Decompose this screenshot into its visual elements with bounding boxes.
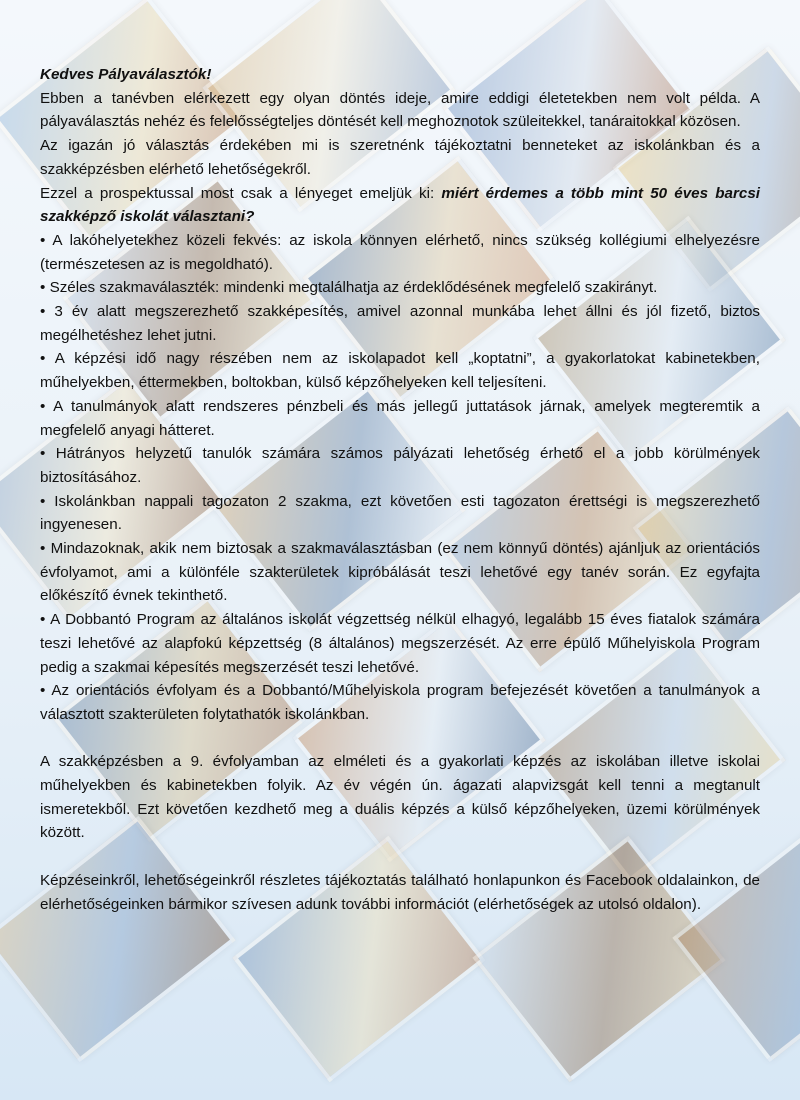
lead-paragraph bbox=[40, 182, 760, 229]
bullet-item bbox=[40, 442, 760, 489]
bullet-text: 3 év alatt megszerezhető szakképesítés, amivel azonnal munkába lehet állni és jól fizető, biztos megélhetéshez lehet jutni. bbox=[40, 303, 760, 344]
bullet-dot-icon: • bbox=[40, 492, 46, 510]
bullet-text: A Dobbantó Program az általános iskolát végzettség nélkül elhagyó, legalább 15 éves fiatalok számára teszi lehetővé az alapfokú képzettség (8 általános) megszerzését. Az erre épülő Műhelyiskola Program pedig a szakmai képesítés megszerzését teszi lehetővé. bbox=[40, 611, 760, 676]
bullet-item bbox=[40, 229, 760, 276]
greeting-heading: Kedves Pályaválasztók! bbox=[40, 66, 212, 83]
bullet-item bbox=[40, 490, 760, 537]
bullet-text: Az orientációs évfolyam és a Dobbantó/Műhelyiskola program befejezését követően a tanulmányok a választott szakterületen folytathatók iskolánkban. bbox=[40, 682, 760, 723]
bullet-text: Iskolánkban nappali tagozaton 2 szakma, ezt követően esti tagozaton érettségi is megszerezhető ingyenesen. bbox=[40, 492, 760, 534]
bullet-text: Széles szakmaválaszték: mindenki megtalálhatja az érdeklődésének megfelelő szakirányt. bbox=[49, 279, 658, 297]
bullet-dot-icon: • bbox=[40, 303, 46, 321]
bullet-dot-icon: • bbox=[40, 611, 46, 629]
bullet-item bbox=[40, 608, 760, 679]
bullet-item bbox=[40, 537, 760, 608]
bullet-dot-icon: • bbox=[40, 350, 46, 368]
bullet-text: A lakóhelyetekhez közeli fekvés: az iskola könnyen elérhető, nincs szükség kollégiumi elhelyezésre (természetesen az is megoldható). bbox=[40, 231, 760, 273]
paragraph-spacer bbox=[40, 845, 760, 869]
bullet-dot-icon: • bbox=[40, 397, 46, 415]
bullet-dot-icon: • bbox=[40, 540, 46, 558]
training-paragraph: A szakképzésben a 9. évfolyamban az elméleti és a gyakorlati képzés az iskolában illetve iskolai műhelyekben és kabinetekben folyik. Az év végén ún. ágazati alapvizsgát kell tenni a megtanult ismeretekből. Ezt követően kezdhető meg a duális képzés a külső képzőhelyeken, üzemi körülmények között. bbox=[40, 753, 760, 842]
bullet-text: Mindazoknak, akik nem biztosak a szakmaválasztásban (ez nem könnyű döntés) ajánljuk az orientációs évfolyamot, ami a különféle szakterületek kipróbálását teszi lehetővé egy tanév során. Ez egyfajta előkészítő évnek tekinthető. bbox=[40, 540, 760, 605]
intro-paragraph: Ebben a tanévben elérkezett egy olyan döntés ideje, amire eddigi életetekben nem volt példa. A pályaválasztás nehéz és felelősségteljes döntését kell meghoznotok szüleitekkel, tanáraitokkal közösen. bbox=[40, 89, 760, 131]
bullet-item bbox=[40, 679, 760, 726]
bullet-item bbox=[40, 300, 760, 347]
intro-paragraph: Az igazán jó választás érdekében mi is szeretnénk tájékoztatni benneteket az iskolánkban és a szakképzésben elérhető lehetőségekről. bbox=[40, 137, 760, 178]
contact-paragraph: Képzéseinkről, lehetőségeinkről részletes tájékoztatás található honlapunkon és Facebook oldalainkon, de elérhetőségeinken bármikor szívesen adunk további információt (elérhetőségek az utolsó oldalon). bbox=[40, 871, 760, 913]
bullet-text: A tanulmányok alatt rendszeres pénzbeli és más jellegű juttatások járnak, amelyek megteremtik a megfelelő anyagi hátteret. bbox=[40, 397, 761, 439]
bullet-item bbox=[40, 395, 760, 442]
bullet-text: A képzési idő nagy részében nem az iskolapadot kell „koptatni”, a gyakorlatokat kabinetekben, műhelyekben, éttermekben, boltokban, külső képzőhelyeken kell teljesíteni. bbox=[40, 350, 760, 392]
letter-body bbox=[40, 63, 760, 916]
bullet-dot-icon: • bbox=[40, 279, 46, 297]
paragraph-spacer bbox=[40, 727, 760, 751]
bullet-item bbox=[40, 347, 760, 394]
bullet-dot-icon: • bbox=[40, 682, 46, 700]
lead-question: miért érdemes a több mint 50 éves barcsi szakképző iskolát választani? bbox=[40, 184, 760, 226]
bullet-text: Hátrányos helyzetű tanulók számára számos pályázati lehetőség érhető el a jobb körülmények biztosításához. bbox=[40, 445, 760, 486]
bullet-dot-icon: • bbox=[40, 231, 46, 249]
bullet-dot-icon: • bbox=[40, 445, 46, 463]
lead-text: Ezzel a prospektussal most csak a lényeget emeljük ki: bbox=[40, 184, 442, 202]
bullet-item bbox=[40, 276, 760, 300]
